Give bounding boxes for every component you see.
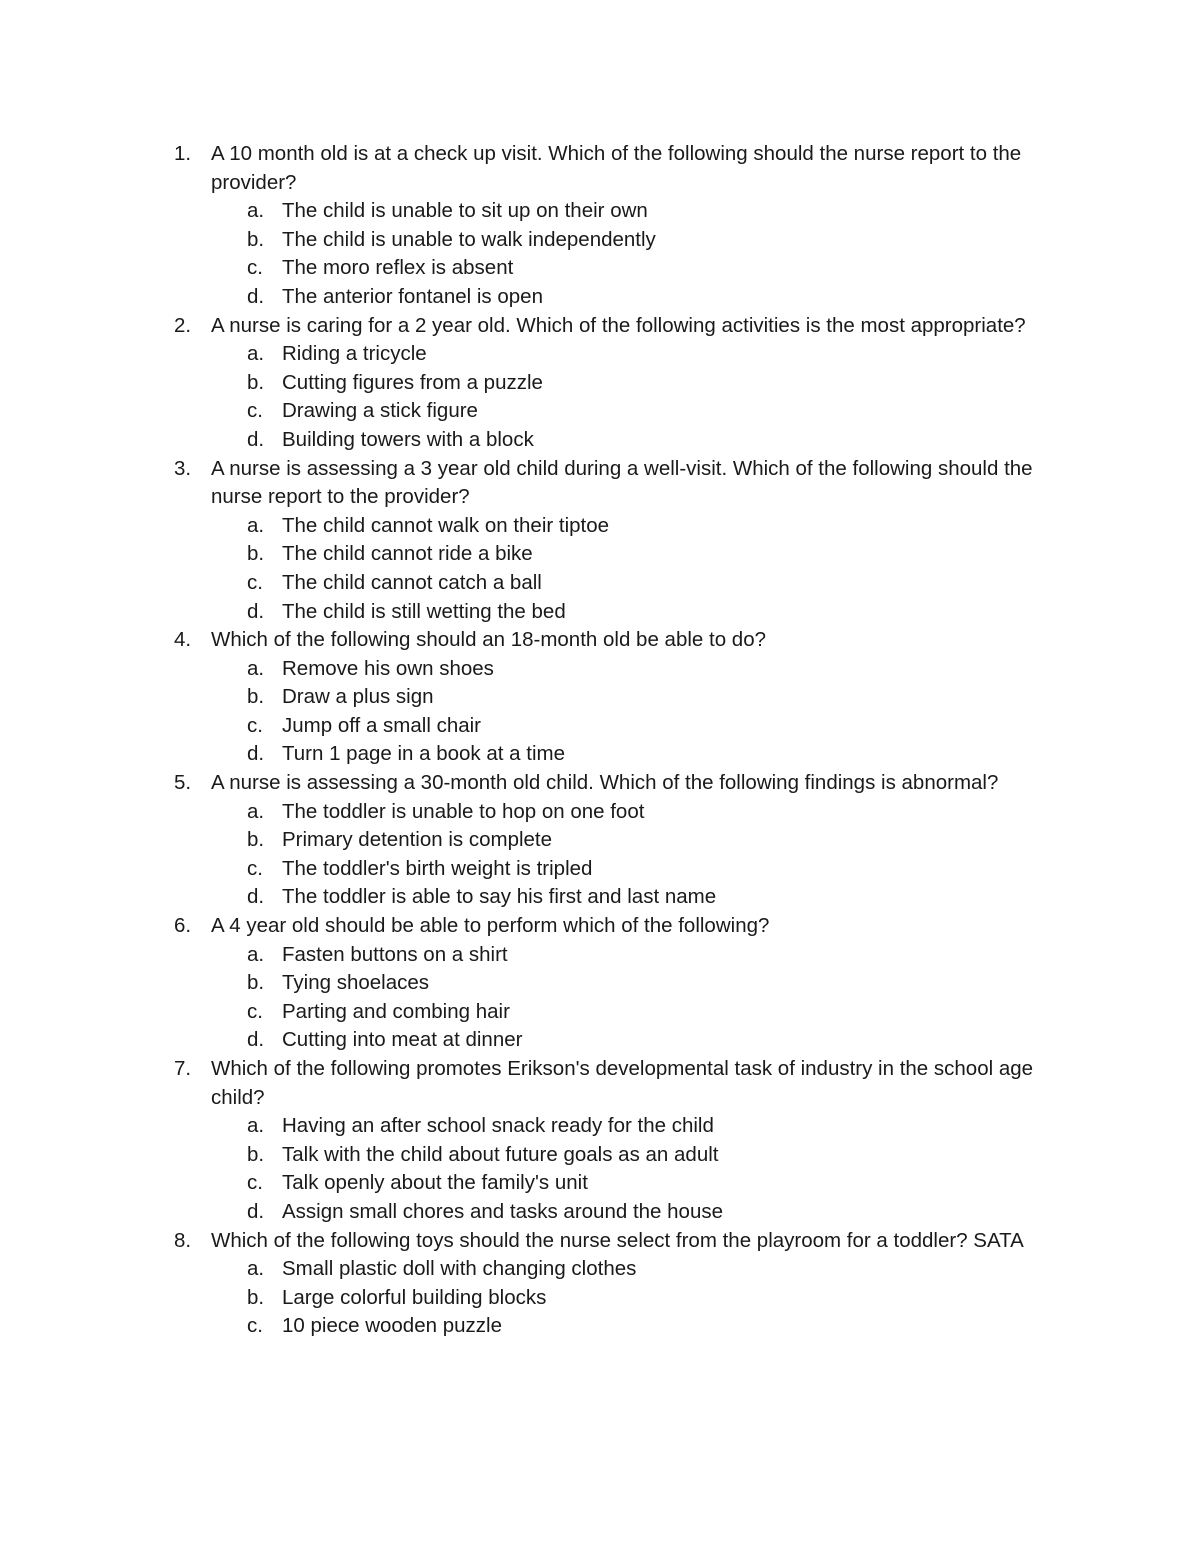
option-letter: c.	[247, 1171, 263, 1195]
answer-option	[247, 798, 1054, 827]
question-number: 7.	[174, 1057, 192, 1080]
answer-option	[247, 1284, 1054, 1313]
question-item	[174, 1227, 1054, 1341]
answer-options	[174, 340, 1054, 454]
answer-option	[247, 598, 1054, 627]
option-text: Draw a plus sign	[282, 685, 434, 709]
option-text: Talk with the child about future goals as an adult	[282, 1142, 719, 1166]
option-text: The child is still wetting the bed	[282, 599, 566, 623]
question-list	[174, 140, 1054, 1341]
option-text: Tying shoelaces	[282, 971, 430, 995]
answer-option	[247, 655, 1054, 684]
option-letter: c.	[247, 713, 263, 737]
option-letter: a.	[247, 799, 265, 823]
question-item	[174, 1055, 1054, 1227]
option-letter: d.	[247, 427, 265, 451]
option-letter: c.	[247, 256, 263, 280]
answer-options	[174, 512, 1054, 626]
answer-option	[247, 340, 1054, 369]
answer-option	[247, 197, 1054, 226]
question-number: 2.	[174, 313, 192, 337]
answer-option	[247, 969, 1054, 998]
option-text: Remove his own shoes	[282, 656, 494, 680]
option-text: Riding a tricycle	[282, 342, 427, 366]
option-text: The toddler's birth weight is tripled	[282, 856, 593, 880]
answer-options	[174, 798, 1054, 912]
option-text: The moro reflex is absent	[282, 256, 514, 280]
answer-option	[247, 1026, 1054, 1055]
option-letter: c.	[247, 399, 263, 423]
option-letter: b.	[247, 1142, 265, 1166]
answer-option	[247, 397, 1054, 426]
option-text: Primary detention is complete	[282, 828, 553, 852]
option-text: 10 piece wooden puzzle	[282, 1314, 502, 1338]
option-text: Small plastic doll with changing clothes	[282, 1257, 637, 1281]
question-text: A nurse is assessing a 30-month old child. Which of the following findings is abnormal?	[211, 771, 999, 795]
answer-option	[247, 426, 1054, 455]
option-letter: d.	[247, 1199, 265, 1223]
option-text: The child is unable to sit up on their own	[282, 199, 648, 223]
question-number: 3.	[174, 456, 192, 480]
answer-options	[174, 1112, 1054, 1226]
answer-option	[247, 1169, 1054, 1198]
option-letter: a.	[247, 656, 265, 680]
answer-option	[247, 1255, 1054, 1284]
question-stem	[174, 769, 1054, 798]
option-letter: a.	[247, 199, 265, 223]
option-text: The toddler is unable to hop on one foot	[282, 799, 645, 823]
answer-option	[247, 226, 1054, 255]
question-item	[174, 626, 1054, 769]
answer-option	[247, 1312, 1054, 1341]
option-letter: d.	[247, 885, 265, 909]
answer-option	[247, 855, 1054, 884]
answer-option	[247, 1141, 1054, 1170]
option-text: Building towers with a block	[282, 427, 534, 451]
option-text: Fasten buttons on a shirt	[282, 942, 508, 966]
option-letter: d.	[247, 599, 265, 623]
question-text: A 4 year old should be able to perform which of the following?	[211, 914, 770, 938]
question-stem	[174, 312, 1054, 341]
option-text: The child cannot ride a bike	[282, 542, 533, 566]
answer-option	[247, 369, 1054, 398]
answer-option	[247, 512, 1054, 541]
option-letter: a.	[247, 342, 265, 366]
question-text: A nurse is assessing a 3 year old child during a well-visit. Which of the following should the nurse report to the provider?	[211, 456, 1033, 509]
question-text: Which of the following toys should the nurse select from the playroom for a toddler? SATA	[211, 1228, 1024, 1252]
option-letter: c.	[247, 570, 263, 594]
answer-options	[174, 655, 1054, 769]
option-letter: a.	[247, 513, 265, 537]
option-letter: b.	[247, 227, 265, 251]
question-item	[174, 912, 1054, 1055]
option-text: The child cannot walk on their tiptoe	[282, 513, 610, 537]
option-letter: b.	[247, 971, 265, 995]
answer-option	[247, 283, 1054, 312]
option-text: Cutting figures from a puzzle	[282, 370, 543, 394]
answer-options	[174, 941, 1054, 1055]
question-stem	[174, 1227, 1054, 1256]
option-letter: a.	[247, 942, 265, 966]
option-letter: b.	[247, 542, 265, 566]
question-text: Which of the following should an 18-month old be able to do?	[211, 628, 767, 652]
question-number: 8.	[174, 1228, 192, 1252]
answer-option	[247, 883, 1054, 912]
option-text: The toddler is able to say his first and last name	[282, 885, 717, 909]
option-text: Parting and combing hair	[282, 999, 510, 1023]
question-stem	[174, 1055, 1054, 1112]
question-stem	[174, 912, 1054, 941]
question-stem	[174, 626, 1054, 655]
question-item	[174, 312, 1054, 455]
answer-option	[247, 540, 1054, 569]
option-letter: c.	[247, 999, 263, 1023]
option-text: The child cannot catch a ball	[282, 570, 542, 594]
option-letter: a.	[247, 1114, 265, 1138]
question-item	[174, 769, 1054, 912]
option-letter: c.	[247, 856, 263, 880]
question-number: 1.	[174, 142, 192, 165]
answer-option	[247, 569, 1054, 598]
option-text: Large colorful building blocks	[282, 1285, 547, 1309]
question-text: A 10 month old is at a check up visit. Which of the following should the nurse report to the provider?	[211, 142, 1022, 194]
option-text: Assign small chores and tasks around the house	[282, 1199, 724, 1223]
question-text: Which of the following promotes Erikson's developmental task of industry in the school age child?	[211, 1057, 1034, 1109]
option-letter: a.	[247, 1257, 265, 1281]
answer-option	[247, 712, 1054, 741]
option-letter: b.	[247, 1285, 265, 1309]
option-letter: b.	[247, 828, 265, 852]
question-number: 5.	[174, 771, 192, 795]
question-stem	[174, 140, 1054, 197]
question-item	[174, 455, 1054, 627]
answer-option	[247, 254, 1054, 283]
answer-option	[247, 998, 1054, 1027]
option-text: Having an after school snack ready for the child	[282, 1114, 714, 1138]
answer-option	[247, 1198, 1054, 1227]
option-text: Jump off a small chair	[282, 713, 482, 737]
question-number: 6.	[174, 914, 192, 938]
option-letter: d.	[247, 1028, 265, 1052]
answer-options	[174, 197, 1054, 311]
option-text: Talk openly about the family's unit	[282, 1171, 588, 1195]
option-letter: d.	[247, 742, 265, 766]
question-number: 4.	[174, 628, 192, 652]
option-letter: c.	[247, 1314, 263, 1338]
option-text: Drawing a stick figure	[282, 399, 478, 423]
answer-option	[247, 826, 1054, 855]
answer-options	[174, 1255, 1054, 1341]
option-letter: b.	[247, 370, 265, 394]
answer-option	[247, 941, 1054, 970]
question-text: A nurse is caring for a 2 year old. Which of the following activities is the most appropriate?	[211, 313, 1026, 337]
option-text: The anterior fontanel is open	[282, 284, 543, 308]
option-text: Cutting into meat at dinner	[282, 1028, 523, 1052]
answer-option	[247, 740, 1054, 769]
option-text: The child is unable to walk independently	[282, 227, 656, 251]
answer-option	[247, 683, 1054, 712]
option-letter: b.	[247, 685, 265, 709]
option-letter: d.	[247, 284, 265, 308]
question-item	[174, 140, 1054, 312]
question-stem	[174, 455, 1054, 512]
option-text: Turn 1 page in a book at a time	[282, 742, 565, 766]
answer-option	[247, 1112, 1054, 1141]
